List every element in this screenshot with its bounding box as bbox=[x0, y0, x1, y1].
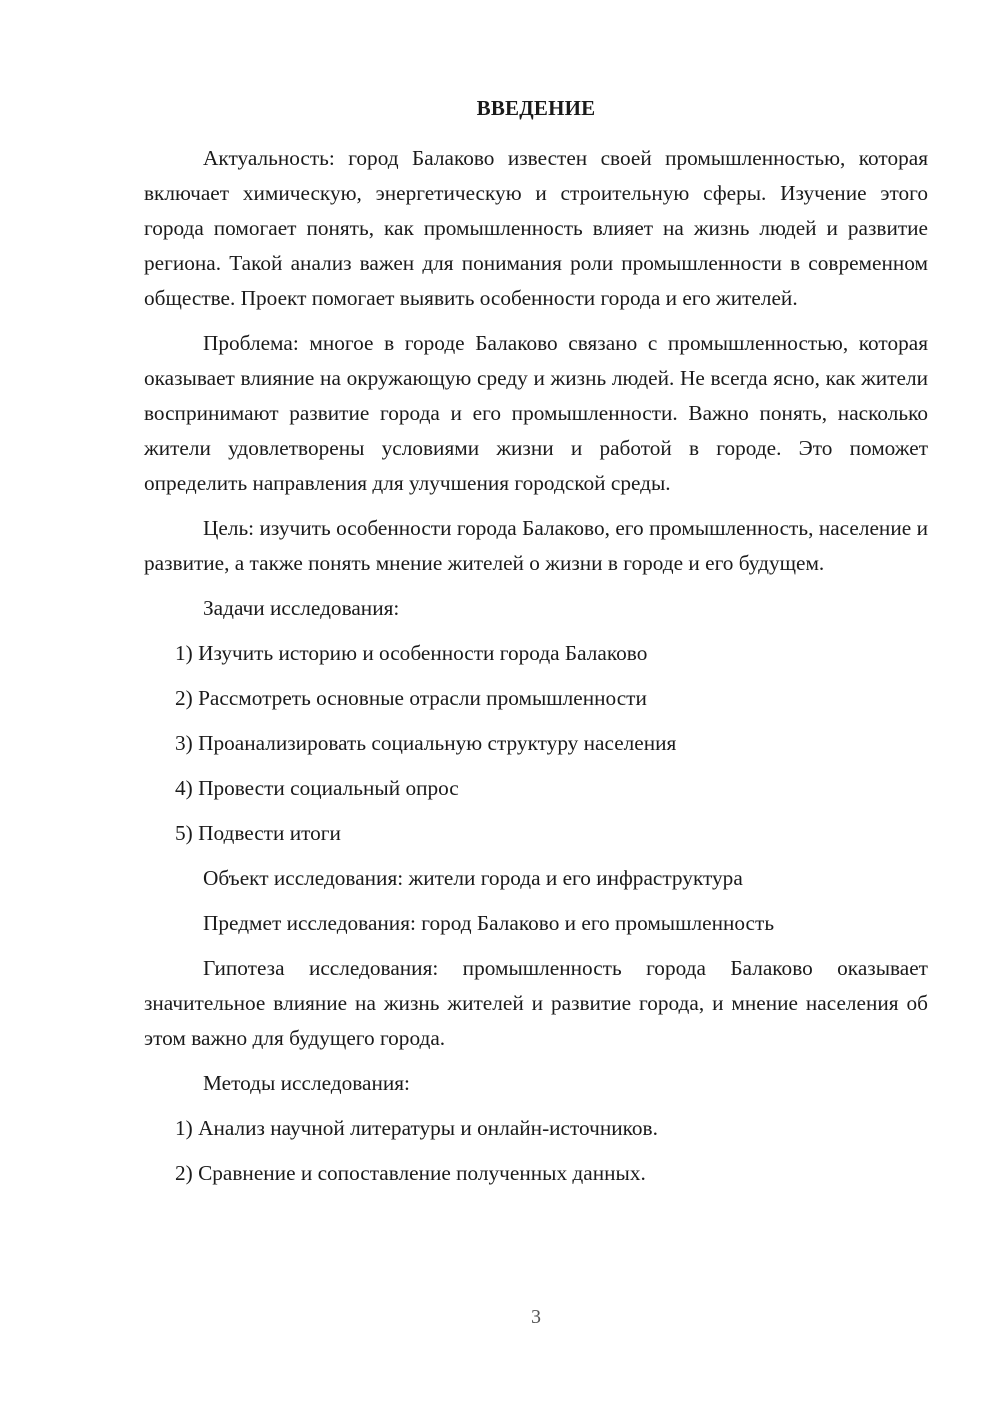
page-number: 3 bbox=[531, 1306, 541, 1328]
task-item: 4) Провести социальный опрос bbox=[175, 776, 459, 800]
task-item: 1) Изучить историю и особенности города Балаково bbox=[175, 641, 648, 665]
methods-heading: Методы исследования: bbox=[203, 1071, 410, 1095]
paragraph-relevance: Актуальность: город Балаково известен своей промышленностью, которая включает химическую, энергетическую и строительную сферы. Изучение этого города помогает понять, как промышленность влияет на жизнь людей и развитие региона. Такой анализ важен для понимания роли промышленности в современном обществе. Проект помогает выявить особенности города и его жителей. bbox=[144, 146, 928, 310]
document-body bbox=[144, 141, 928, 1201]
tasks-list bbox=[144, 636, 928, 851]
tasks-heading: Задачи исследования: bbox=[203, 596, 400, 620]
task-item: 3) Проанализировать социальную структуру населения bbox=[175, 731, 677, 755]
method-item: 2) Сравнение и сопоставление полученных данных. bbox=[175, 1161, 646, 1185]
research-object: Объект исследования: жители города и его инфраструктура bbox=[203, 866, 743, 890]
methods-list bbox=[144, 1111, 928, 1191]
research-hypothesis: Гипотеза исследования: промышленность города Балаково оказывает значительное влияние на жизнь жителей и развитие города, и мнение населения об этом важно для будущего города. bbox=[144, 956, 928, 1050]
task-item: 2) Рассмотреть основные отрасли промышленности bbox=[175, 686, 647, 710]
method-item: 1) Анализ научной литературы и онлайн-источников. bbox=[175, 1116, 658, 1140]
paragraph-goal: Цель: изучить особенности города Балаково, его промышленность, население и развитие, а также понять мнение жителей о жизни в городе и его будущем. bbox=[144, 516, 928, 575]
paragraph-problem: Проблема: многое в городе Балаково связано с промышленностью, которая оказывает влияние на окружающую среду и жизнь людей. Не всегда ясно, как жители воспринимают развитие города и его промышленности. Важно понять, насколько жители удовлетворены условиями жизни и работой в городе. Это поможет определить направления для улучшения городской среды. bbox=[144, 331, 928, 495]
research-subject: Предмет исследования: город Балаково и его промышленность bbox=[203, 911, 775, 935]
task-item: 5) Подвести итоги bbox=[175, 821, 341, 845]
page-title: ВВЕДЕНИЕ bbox=[476, 96, 596, 120]
